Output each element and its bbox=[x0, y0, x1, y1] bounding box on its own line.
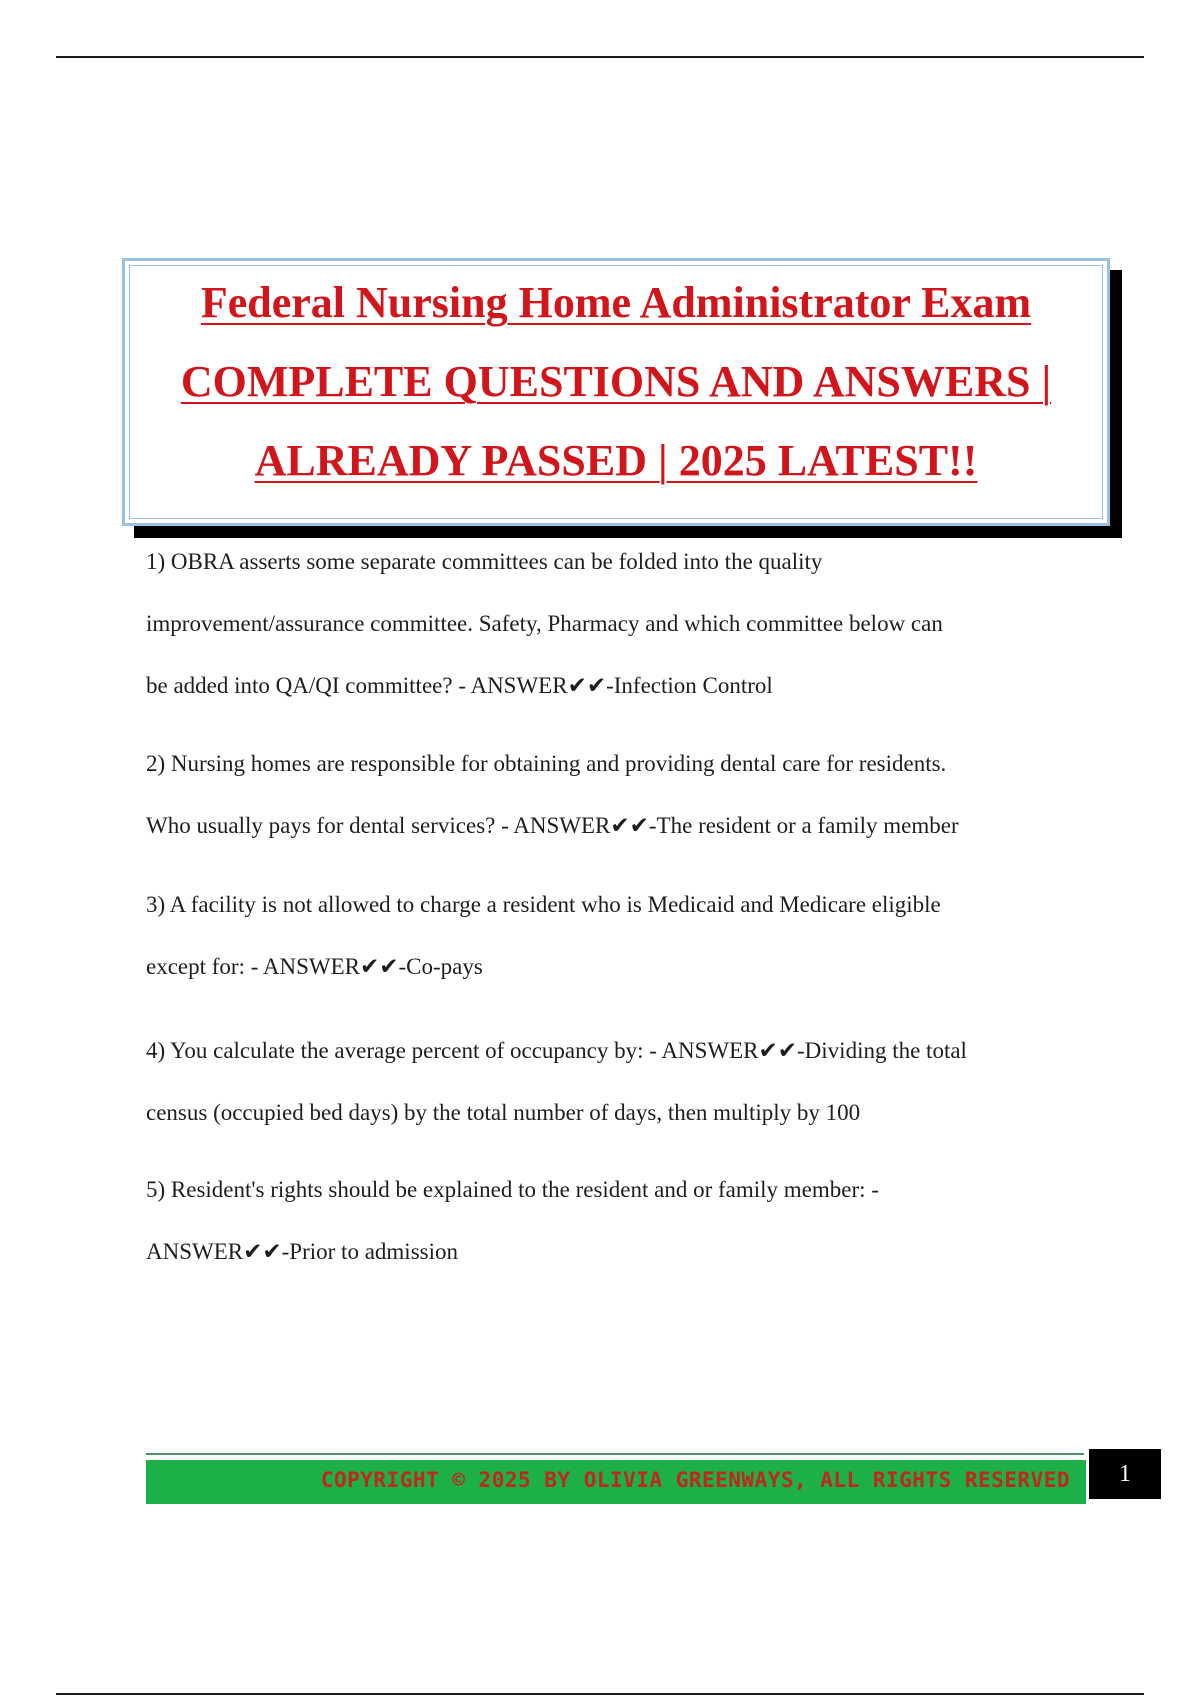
question-5-line-1: 5) Resident's rights should be explained to the resident and or family member: - bbox=[146, 1177, 879, 1202]
question-1-line-1: 1) OBRA asserts some separate committees can be folded into the quality bbox=[146, 549, 823, 574]
footer-rule bbox=[146, 1453, 1084, 1455]
question-3-line-1: 3) A facility is not allowed to charge a resident who is Medicaid and Medicare eligible bbox=[146, 892, 941, 917]
question-2-line-2: Who usually pays for dental services? - ANSWER✔✔-The resident or a family member bbox=[146, 813, 959, 838]
title-line-2: COMPLETE QUESTIONS AND ANSWERS | bbox=[180, 357, 1052, 406]
top-rule bbox=[56, 56, 1144, 58]
page-number: 1 bbox=[1089, 1449, 1161, 1499]
question-4 bbox=[146, 1037, 1086, 1127]
question-5-line-2: ANSWER✔✔-Prior to admission bbox=[146, 1239, 458, 1264]
title-box bbox=[122, 258, 1110, 526]
question-2 bbox=[146, 750, 1086, 840]
title-line-3: ALREADY PASSED | 2025 LATEST!! bbox=[254, 436, 978, 485]
question-4-line-2: census (occupied bed days) by the total number of days, then multiply by 100 bbox=[146, 1100, 861, 1125]
title-line-1: Federal Nursing Home Administrator Exam bbox=[200, 278, 1032, 327]
question-4-line-1: 4) You calculate the average percent of occupancy by: - ANSWER✔✔-Dividing the total bbox=[146, 1038, 967, 1063]
question-5 bbox=[146, 1176, 1086, 1266]
bottom-rule bbox=[56, 1693, 1144, 1695]
question-1-line-3: be added into QA/QI committee? - ANSWER✔✔-Infection Control bbox=[146, 673, 773, 698]
question-1 bbox=[146, 548, 1086, 700]
question-1-line-2: improvement/assurance committee. Safety, Pharmacy and which committee below can bbox=[146, 611, 943, 636]
question-3 bbox=[146, 891, 1086, 981]
footer-band bbox=[146, 1460, 1086, 1504]
question-2-line-1: 2) Nursing homes are responsible for obtaining and providing dental care for residents. bbox=[146, 751, 947, 776]
copyright-text: COPYRIGHT © 2025 BY OLIVIA GREENWAYS, ALL RIGHTS RESERVED bbox=[320, 1468, 1070, 1492]
question-3-line-2: except for: - ANSWER✔✔-Co-pays bbox=[146, 954, 483, 979]
